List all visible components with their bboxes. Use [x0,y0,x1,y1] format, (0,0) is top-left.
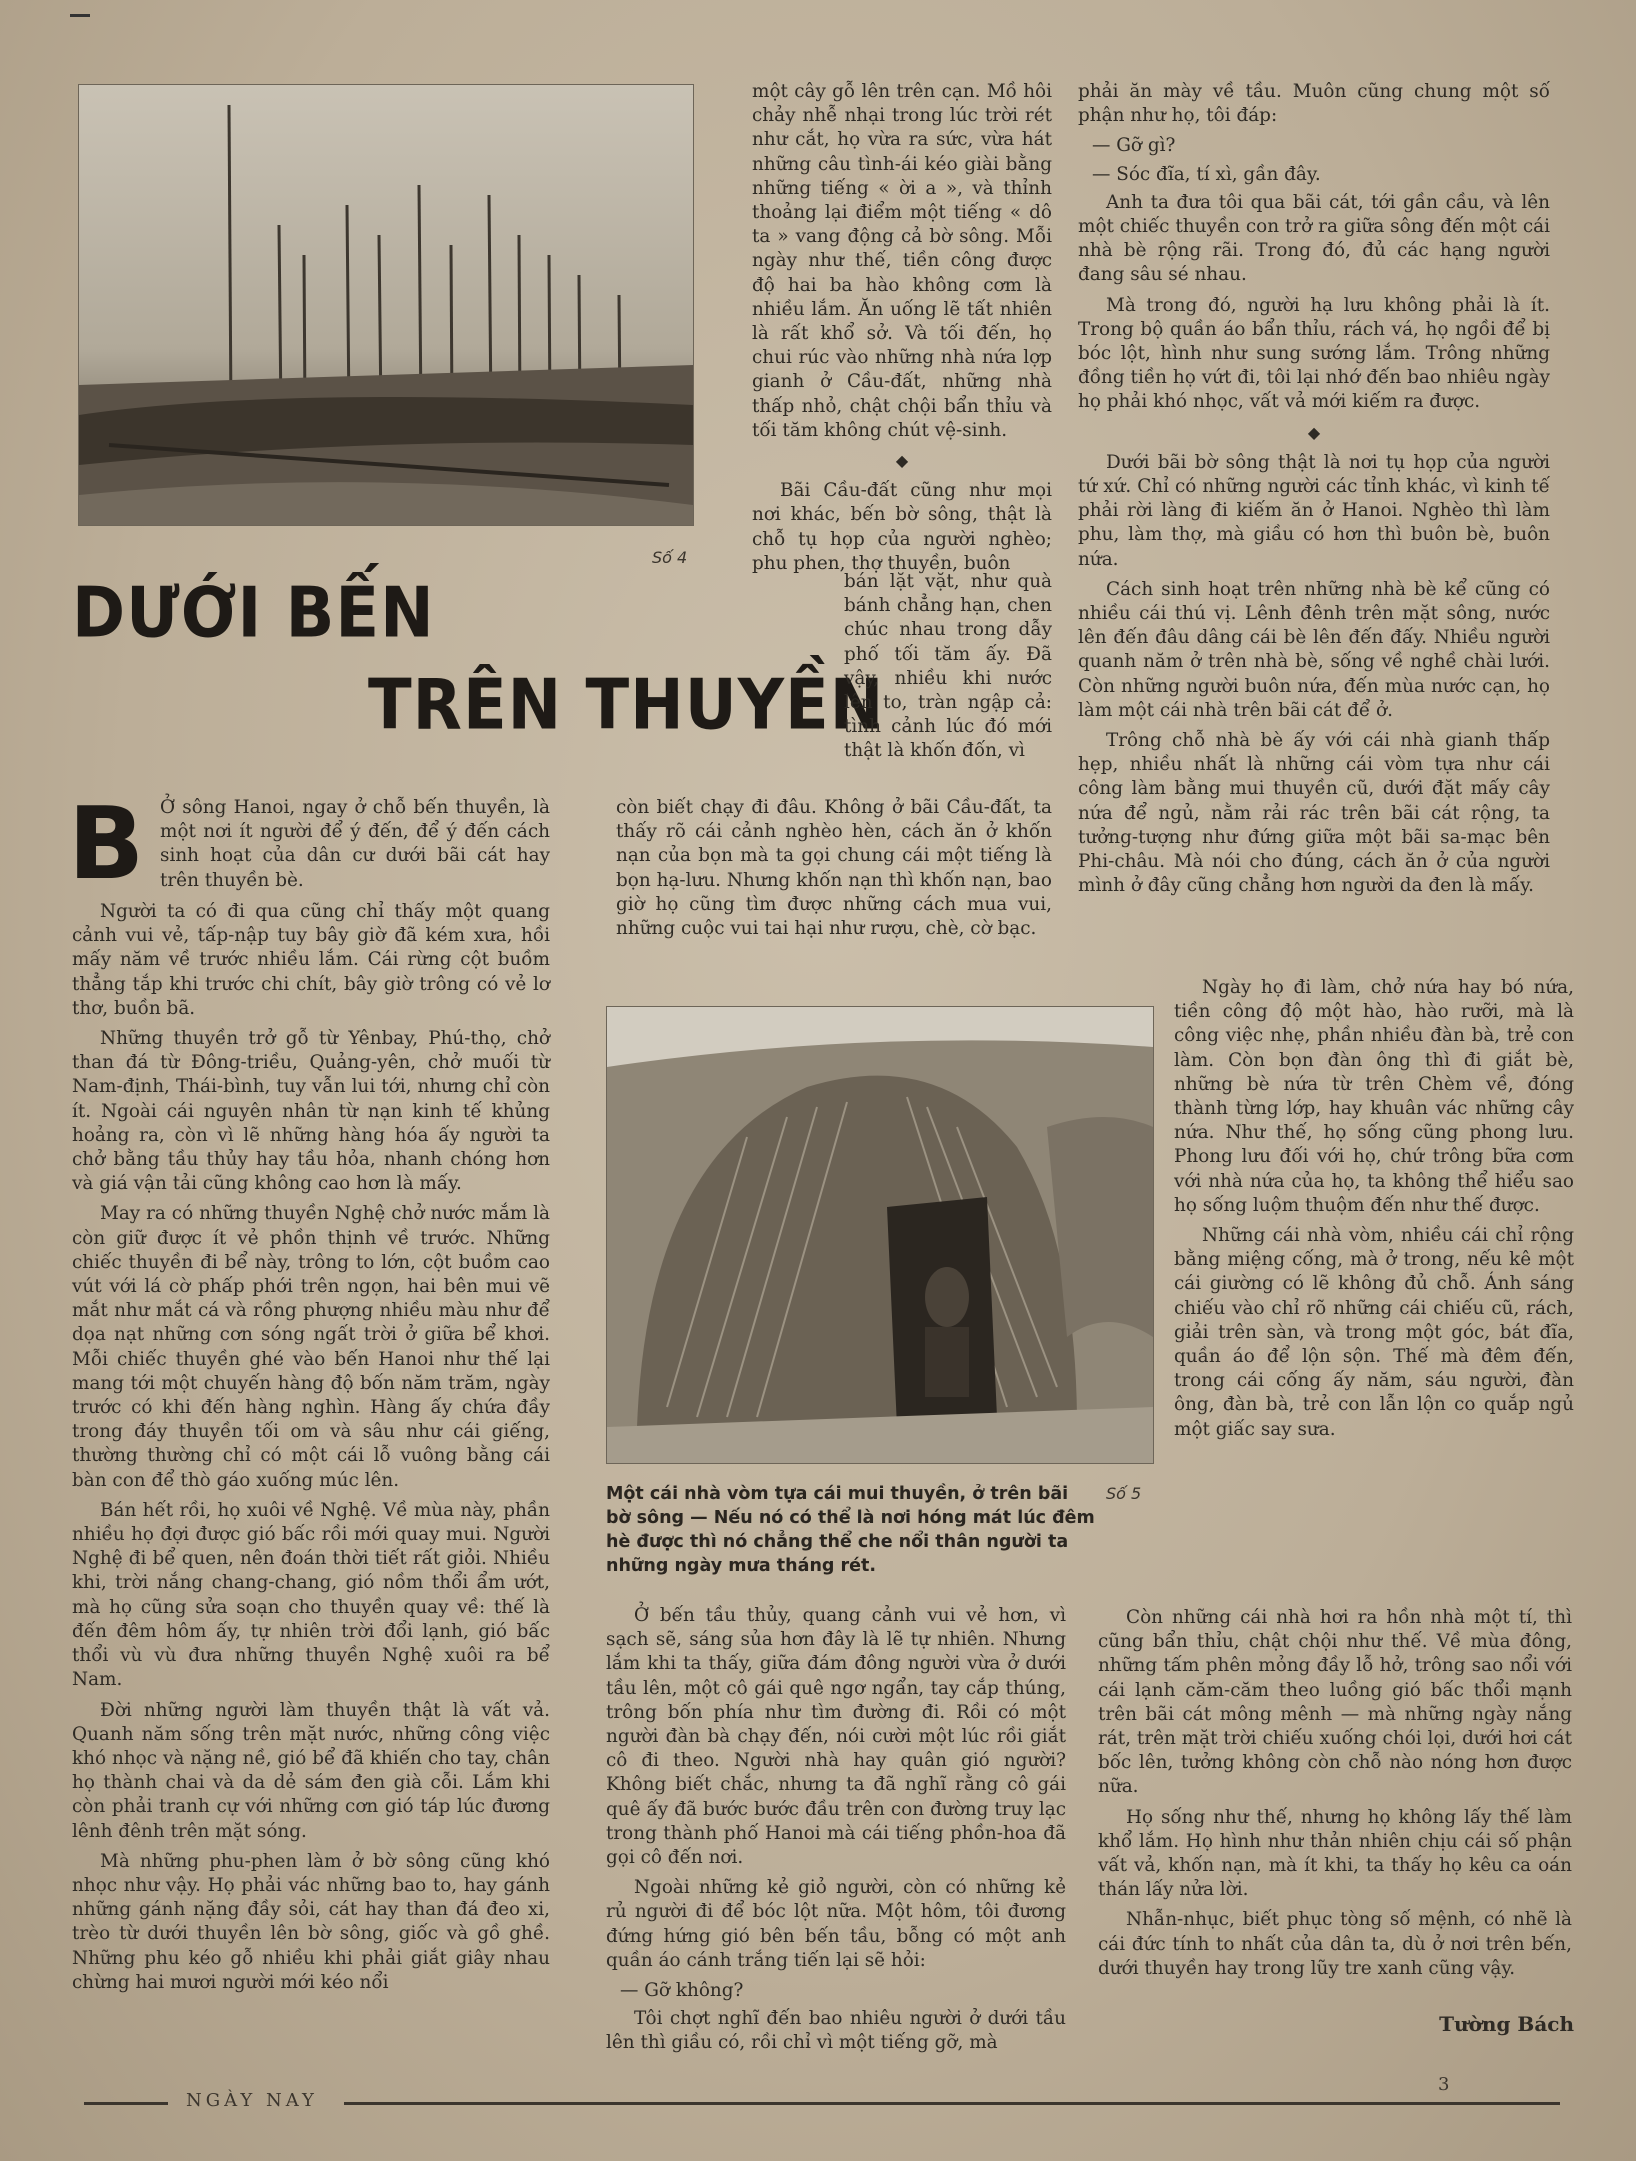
author-signature: Tường Bách [1439,2012,1574,2036]
paragraph: Ở sông Hanoi, ngay ở chỗ bến thuyền, là một nơi ít người để ý đến, để ý đến cách sinh hoạt của dân cư dưới bãi cát hay trên thuyền bè. [160,797,550,891]
paragraph: Những cái nhà vòm, nhiều cái chỉ rộng bằng miệng cống, mà ở trong, nếu kê một cái giường có lẽ không đủ chỗ. Ánh sáng chiếu vào chỉ rõ những cái chiếu cũ, rách, giải trên sàn, và trong một góc, bát đĩa, quần áo để lộn sộn. Thế mà đêm đến, trong cái cống ấy năm, sáu người, đàn ông, đàn bà, trẻ con lẫn lộn co quắp ngủ một giấc say sưa. [1174,1225,1574,1440]
column-2-lower [606,1604,1066,2062]
dialog-line: — Gỡ gì? [1092,135,1176,157]
paragraph: phải ăn mày về tầu. Muôn cũng chung một số phận như họ, tôi đáp: [1078,81,1550,127]
separator-diamond: ◆ [895,451,909,471]
paragraph: Ở bến tầu thủy, quang cảnh vui vẻ hơn, vì sạch sẽ, sáng sủa hơn đây là lẽ tự nhiên. Nhưng lắm khi ta thấy, giữa đám đông người vừa ở dưới tầu lên, một cô gái quê ngơ ngẩn, tay cắp thúng, trông bốn phía như tìm đường đi. Rồi có một người đàn bà chạy đến, nói cười một lúc rồi giắt cô đi theo. Người nhà hay quân gió người? Không biết chắc, nhưng ta đã nghĩ rằng cô gái quê ấy đã bước bước đầu trên con đường truy lạc trong thành phố Hanoi mà cái tiếng phồn-hoa đã gọi cô đến nơi. [606,1605,1066,1869]
paragraph: Anh ta đưa tôi qua bãi cát, tới gần cầu, và lên một chiếc thuyền con trở ra giữa sông đến một cái nhà bè rộng rãi. Trong đó, đủ các hạng người đang sâu sé nhau. [1078,191,1550,286]
paragraph: Ngày họ đi làm, chở nứa hay bó nứa, tiền công độ một hào, hào rưỡi, mà là công việc nhẹ, phần nhiều đàn bà, trẻ con làm. Còn bọn đàn ông thì đi giắt bè, những bè nứa từ trên Chèm về, đóng thành từng lớp, hay khuân vác những cây nứa. Như thế, họ sống cũng phong lưu. Phong lưu đối với họ, chứ trông bữa cơm với nhà nứa của họ, ta không thể hiểu sao họ sống luộm thuộm đến như thế được. [1174,977,1574,1216]
column-2-narrow [844,570,1052,770]
photo-caption: Một cái nhà vòm tựa cái mui thuyền, ở trên bãi bờ sông — Nếu nó có thể là nơi hóng mát lúc đêm hè được thì nó chẳng thể che nổi thân người ta những ngày mưa tháng rét. [606,1484,1095,1576]
footer-title: NGÀY NAY [186,2090,318,2111]
paragraph: Ngoài những kẻ giỏ người, còn có những kẻ rủ người đi để bóc lột nữa. Một hôm, tôi đương đứng hứng gió bên bến tầu, bỗng có một anh quần áo cánh trắng tiến lại sẽ hỏi: [606,1877,1066,1971]
column-3-bottom [1098,1606,1572,1987]
footer-page-number: 3 [1438,2074,1450,2095]
paragraph: Bán hết rồi, họ xuôi về Nghệ. Về mùa này, phần nhiều họ đợi được gió bấc rồi mới quay mui. Người Nghệ đi bể quen, nên đoán thời tiết rất giỏi. Nhiều khi, trời nắng chang-chang, gió nồm thổi ẩm ướt, mà họ cũng sửa soạn cho thuyền quay về: thế là đến đêm hôm ấy, tự nhiên trời đổi lạnh, gió bấc thổi vù vù đưa những thuyền Nghệ xuôi ra bể Nam. [72,1499,550,1691]
paragraph: Họ sống như thế, nhưng họ không lấy thế làm khổ lắm. Họ hình như thản nhiên chịu cái số phận vất vả, khốn nạn, mà ít khi, ta thấy họ kêu ca oán thán lấy nửa lời. [1098,1806,1572,1901]
headline-line2: TRÊN THUYỀN [368,666,885,746]
paragraph: Còn những cái nhà hơi ra hồn nhà một tí, thì cũng bẩn thỉu, chật chội như thế. Về mùa đông, những tấm phên mỏng đầy lỗ hở, trông sao nổi với cái lạnh căm-căm theo luồng gió bấc thổi mạnh trên bãi cát mông mênh — mà những ngày nắng rát, trên mặt trời chiếu xuống chói lọi, dưới hơi cát bốc lên, tưởng không còn chỗ nào nóng hơn được nữa. [1098,1607,1572,1798]
dropcap: B [68,785,145,902]
paragraph: Dưới bãi bờ sông thật là nơi tụ họp của người tứ xứ. Chỉ có những người các tỉnh khác, vì kinh tế phải rời làng đi kiếm ăn ở Hanoi. Nghèo thì làm phu, làm thợ, mà giầu có hơn thì buôn bè, buôn nứa. [1078,451,1550,570]
footer-rule-left [84,2102,168,2105]
photo-number: Số 5 [1106,1484,1142,1503]
paragraph: Cách sinh hoạt trên những nhà bè kể cũng có nhiều cái thú vị. Lênh đênh trên mặt sông, nước lên đến đâu dâng cái bè lên đến đấy. Nhiều người quanh năm ở trên nhà bè, sống về nghề chài lưới. Còn những người buôn nứa, đến mùa nước cạn, họ làm một cái nhà trên bãi cát để ở. [1078,578,1550,721]
column-2-bottom [616,796,1052,947]
separator-diamond: ◆ [1307,422,1321,442]
paragraph: May ra có những thuyền Nghệ chở nước mắm là còn giữ được ít vẻ phồn thịnh về trước. Những chiếc thuyền đi bể này, trông to lớn, cột buồm cao vút với lá cờ phấp phới trên ngọn, hai bên mui vẽ mắt như mắt cá và rồng phượng nhiều màu như để dọa nạt những cơn sóng ngất trời ở giữa bể khơi. Mỗi chiếc thuyền ghé vào bến Hanoi như thế lại mang tới một chuyến hàng độ bốn năm trăm, ngày trước có khi đến hàng nghìn. Hàng ấy chứa đầy trong đáy thuyền tối om và sâu như cái giếng, thường thường chỉ có một cái lỗ vuông bằng cái bàn con để thò gáo xuống múc lên. [72,1203,550,1491]
paragraph: Những thuyền trở gỗ từ Yênbay, Phú-thọ, chở than đá từ Đông-triều, Quảng-yên, chở muối từ Nam-định, Thái-bình, tuy vẫn lui tới, nhưng chỉ còn ít. Ngoài cái nguyên nhân từ nạn kinh tế khủng hoảng ra, còn vì lẽ những hàng hóa ấy người ta chở bằng tầu thủy hay tầu hỏa, nhanh chóng hơn và giá vận tải cũng không cao hơn là mấy. [72,1028,550,1195]
column-3 [1078,80,1550,905]
paragraph: Tôi chợt nghĩ đến bao nhiêu người ở dưới tầu lên thì giầu có, rồi chỉ vì một tiếng gỡ, mà [606,2008,1066,2054]
photo-number: Số 4 [652,548,688,567]
column-3-narrow [1174,976,1574,1448]
paragraph: Đời những người làm thuyền thật là vất vả. Quanh năm sống trên mặt nước, những công việc khó nhọc và nặng nề, gió bể đã khiến cho tay, chân họ thành chai và da dẻ sám đen già cỗi. Lắm khi còn phải tranh cự với những cơn gió táp lúc đương lênh đênh trên mặt sóng. [72,1699,550,1842]
paragraph: Bãi Cầu-đất cũng như mọi nơi khác, bến bờ sông, thật là chỗ tụ họp của người nghèo; phu phen, thợ thuyền, buôn [752,480,1052,574]
paragraph: Mà trong đó, người hạ lưu không phải là ít. Trong bộ quần áo bẩn thỉu, rách vá, họ ngồi để bị bóc lột, hình như sung sướng lắm. Trông những đồng tiền họ vứt đi, tôi lại nhớ đến bao nhiêu ngày họ phải khó nhọc, vất vả mới kiếm ra được. [1078,294,1550,413]
paragraph: Mà những phu-phen làm ở bờ sông cũng khó nhọc như vậy. Họ phải vác những bao to, hay gánh những gánh nặng đầy sỏi, cát hay than đá đeo xi, trèo từ dưới thuyền lên bờ sông, giốc và gồ ghề. Những phu kéo gỗ nhiều khi phải giắt giây nhau chừng hai mươi người mới kéo nổi [72,1850,550,1993]
harbor-boats-photo [78,84,694,526]
paragraph: bán lặt vặt, như quà bánh chẳng hạn, chen chúc nhau trong dẫy phố tối tăm ấy. Đã vậy, nhiều khi nước lên to, tràn ngập cả: tình cảnh lúc đó mới thật là khốn đốn, vì [844,571,1052,762]
column-1 [160,796,550,899]
paragraph: Người ta có đi qua cũng chỉ thấy một quang cảnh vui vẻ, tấp-nập tuy bây giờ đã kém xưa, hồi mấy năm về trước nhiều lắm. Cái rừng cột buồm thẳng tắp khi trước chi chít, bây giờ trông có vẻ lơ thơ, buồn bã. [72,901,550,1019]
column-1-cont [72,900,550,2001]
paragraph: Nhẫn-nhục, biết phục tòng số mệnh, có nhẽ là cái đức tính to nhất của dân ta, dù ở nơi trên bến, dưới thuyền hay trong lũy tre xanh cũng vậy. [1098,1909,1572,1979]
paragraph: Trông chỗ nhà bè ấy với cái nhà gianh thấp hẹp, nhiều nhất là những cái vòm tựa như cái công làm bằng mui thuyền cũ, dưới đặt mấy cây nứa để ngủ, nằm rải rác trên bãi cát rộng, ta tưởng-tượng như đứng giữa một bãi sa-mạc bên Phi-châu. Mà nói cho đúng, cách ăn ở của người mình ở đây cũng chẳng hơn người da đen là mấy. [1078,730,1550,897]
dialog-line: — Sóc đĩa, tí xì, gần đây. [1092,163,1321,185]
thatched-hut-photo [606,1006,1154,1464]
corner-mark [70,14,90,17]
dialog-line: — Gỡ không? [620,1980,744,2002]
headline-line1: DƯỚI BẾN [72,574,435,654]
column-2-top [752,80,1052,582]
paragraph: còn biết chạy đi đâu. Không ở bãi Cầu-đất, ta thấy rõ cái cảnh nghèo hèn, cách ăn ở khốn nạn của bọn mà ta gọi chung cái một tiếng là bọn hạ-lưu. Nhưng khốn nạn thì khốn nạn, bao giờ họ cũng tìm được những cách mua vui, những cuộc vui tai hại như rượu, chè, cờ bạc. [616,797,1052,940]
paragraph: một cây gỗ lên trên cạn. Mồ hôi chảy nhễ nhại trong lúc trời rét như cắt, họ vừa ra sức, vừa hát những câu tình-ái kéo giài bằng những tiếng « ời a », và thỉnh thoảng lại điểm một tiếng « dô ta » vang động cả bờ sông. Mỗi ngày như thế, tiền công được độ hai ba hào không cơm là nhiều lắm. Ăn uống lẽ tất nhiên là rất khổ sở. Và tối đến, họ chui rúc vào những nhà nứa lợp gianh ở Cầu-đất, những nhà thấp nhỏ, chật chội bẩn thỉu và tối tăm không chút vệ-sinh. [752,81,1052,441]
footer-rule-right [344,2102,1560,2105]
